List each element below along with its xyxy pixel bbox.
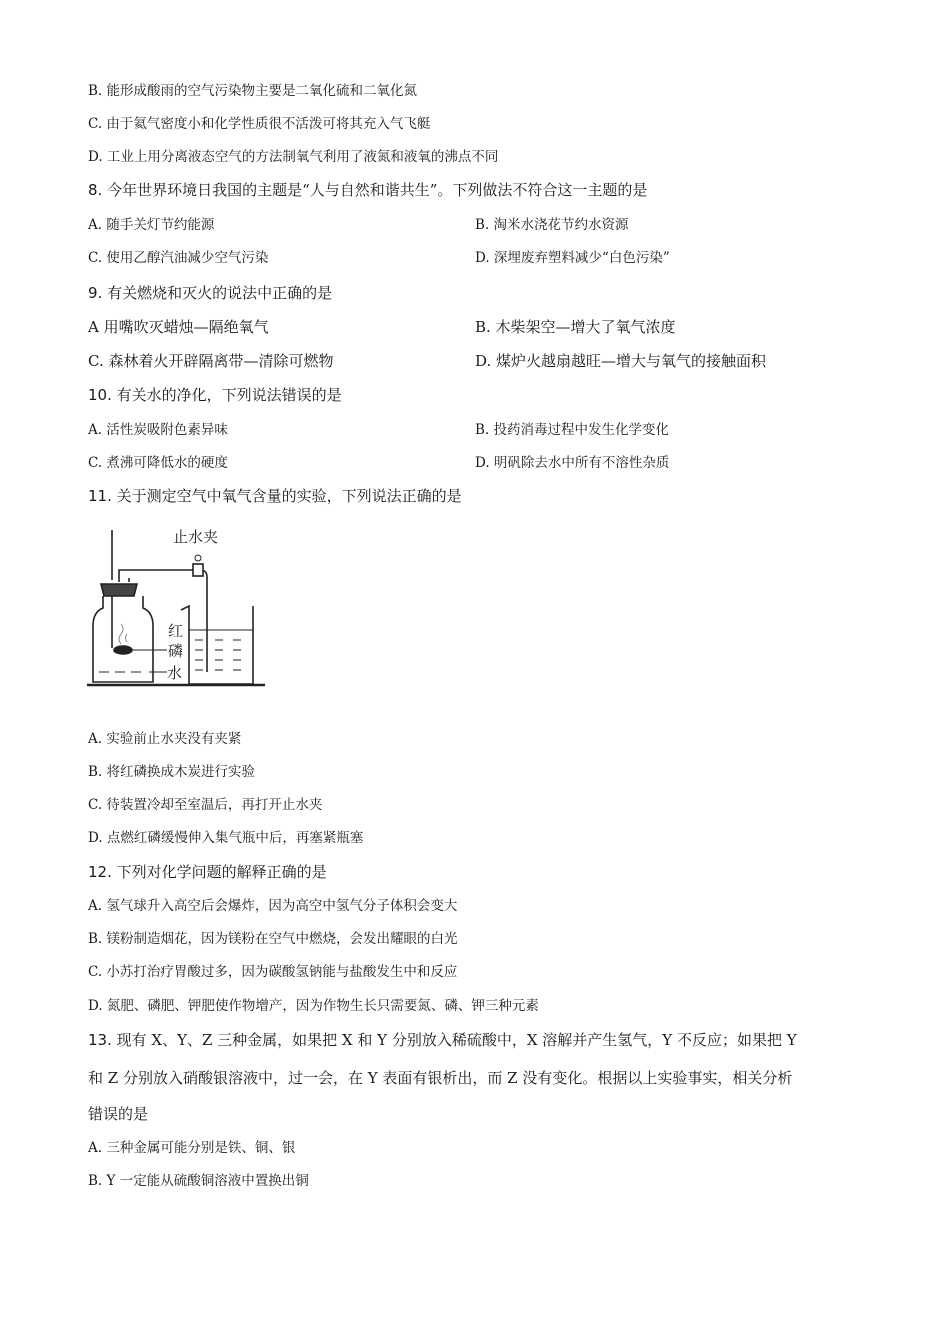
red-phosphorus xyxy=(114,646,132,654)
q10-option-c: C. 煮沸可降低水的硬度 xyxy=(88,455,228,471)
q9-text: 有关燃烧和灭火的说法中正确的是 xyxy=(102,284,333,302)
q8-option-d: D. 深埋废弃塑料减少“白色污染” xyxy=(475,250,670,266)
q11-option-b: B. 将红磷换成木炭进行实验 xyxy=(88,764,256,780)
q9-option-a: A 用嘴吹灭蜡烛—隔绝氧气 xyxy=(88,318,269,336)
q9-option-c: C. 森林着火开辟隔离带—清除可燃物 xyxy=(88,352,334,370)
q11-apparatus-figure xyxy=(85,522,270,697)
q11-option-a: A. 实验前止水夹没有夹紧 xyxy=(88,731,242,747)
q8-option-c: C. 使用乙醇汽油减少空气污染 xyxy=(88,250,269,266)
q8-text: 今年世界环境日我国的主题是“人与自然和谐共生”。下列做法不符合这一主题的是 xyxy=(102,181,648,199)
q8-number: 8. xyxy=(88,181,103,199)
q10-option-a: A. 活性炭吸附色素异味 xyxy=(88,422,228,438)
q9-option-b: B. 木柴架空—增大了氧气浓度 xyxy=(475,318,676,336)
q10-stem xyxy=(88,385,342,405)
q10-number: 10. xyxy=(88,386,112,404)
q7-option-c: C. 由于氦气密度小和化学性质很不活泼可将其充入气飞艇 xyxy=(88,116,431,132)
q12-option-a: A. 氢气球升入高空后会爆炸，因为高空中氢气分子体积会变大 xyxy=(88,898,458,914)
q12-stem xyxy=(88,862,327,882)
phosphorus-label-1: 红 xyxy=(168,622,184,640)
q13-stem-line-2: 和 Z 分别放入硝酸银溶液中，过一会，在 Y 表面有银析出，而 Z 没有变化。根据以上实验事实，相关分析 xyxy=(88,1069,793,1087)
q8-stem xyxy=(88,180,647,200)
q12-option-c: C. 小苏打治疗胃酸过多，因为碳酸氢钠能与盐酸发生中和反应 xyxy=(88,964,458,980)
q10-text: 有关水的净化，下列说法错误的是 xyxy=(111,386,342,404)
q12-number: 12. xyxy=(88,863,112,881)
q13-stem-line-3: 错误的是 xyxy=(88,1105,149,1123)
q7-option-d: D. 工业上用分离液态空气的方法制氧气利用了液氮和液氧的沸点不同 xyxy=(88,149,499,165)
clamp xyxy=(193,564,203,576)
q10-option-b: B. 投药消毒过程中发生化学变化 xyxy=(475,422,670,438)
q13-text-1: 现有 X、Y、Z 三种金属，如果把 X 和 Y 分别放入稀硫酸中，X 溶解并产生氢气，Y 不反应；如果把 Y xyxy=(111,1031,797,1049)
q12-option-b: B. 镁粉制造烟花，因为镁粉在空气中燃烧，会发出耀眼的白光 xyxy=(88,931,458,947)
clamp-label: 止水夹 xyxy=(173,528,219,546)
beaker xyxy=(181,606,253,684)
q7-option-b: B. 能形成酸雨的空气污染物主要是二氧化硫和二氧化氮 xyxy=(88,83,418,99)
q10-option-d: D. 明矾除去水中所有不溶性杂质 xyxy=(475,455,670,471)
smoke xyxy=(119,624,123,644)
q12-option-d: D. 氮肥、磷肥、钾肥使作物增产，因为作物生长只需要氮、磷、钾三种元素 xyxy=(88,998,539,1014)
q11-number: 11. xyxy=(88,487,112,505)
phosphorus-label-2: 磷 xyxy=(168,642,184,660)
q11-stem xyxy=(88,486,462,506)
q13-option-b: B. Y 一定能从硫酸铜溶液中置换出铜 xyxy=(88,1173,309,1189)
q11-option-d: D. 点燃红磷缓慢伸入集气瓶中后，再塞紧瓶塞 xyxy=(88,830,364,846)
q13-stem-line-1 xyxy=(88,1030,797,1050)
q9-number: 9. xyxy=(88,284,103,302)
q12-text: 下列对化学问题的解释正确的是 xyxy=(111,863,327,881)
q8-option-b: B. 淘米水浇花节约水资源 xyxy=(475,217,629,233)
q13-number: 13. xyxy=(88,1031,112,1049)
q11-option-c: C. 待装置冷却至室温后，再打开止水夹 xyxy=(88,797,323,813)
q9-stem xyxy=(88,283,332,303)
q13-option-a: A. 三种金属可能分别是铁、铜、银 xyxy=(88,1140,296,1156)
collecting-bottle xyxy=(93,596,153,682)
q9-option-d: D. 煤炉火越扇越旺—增大与氧气的接触面积 xyxy=(475,352,767,370)
q11-text: 关于测定空气中氧气含量的实验，下列说法正确的是 xyxy=(111,487,462,505)
q8-option-a: A. 随手关灯节约能源 xyxy=(88,217,215,233)
stopper xyxy=(101,584,137,596)
water-label: 水 xyxy=(167,664,183,682)
